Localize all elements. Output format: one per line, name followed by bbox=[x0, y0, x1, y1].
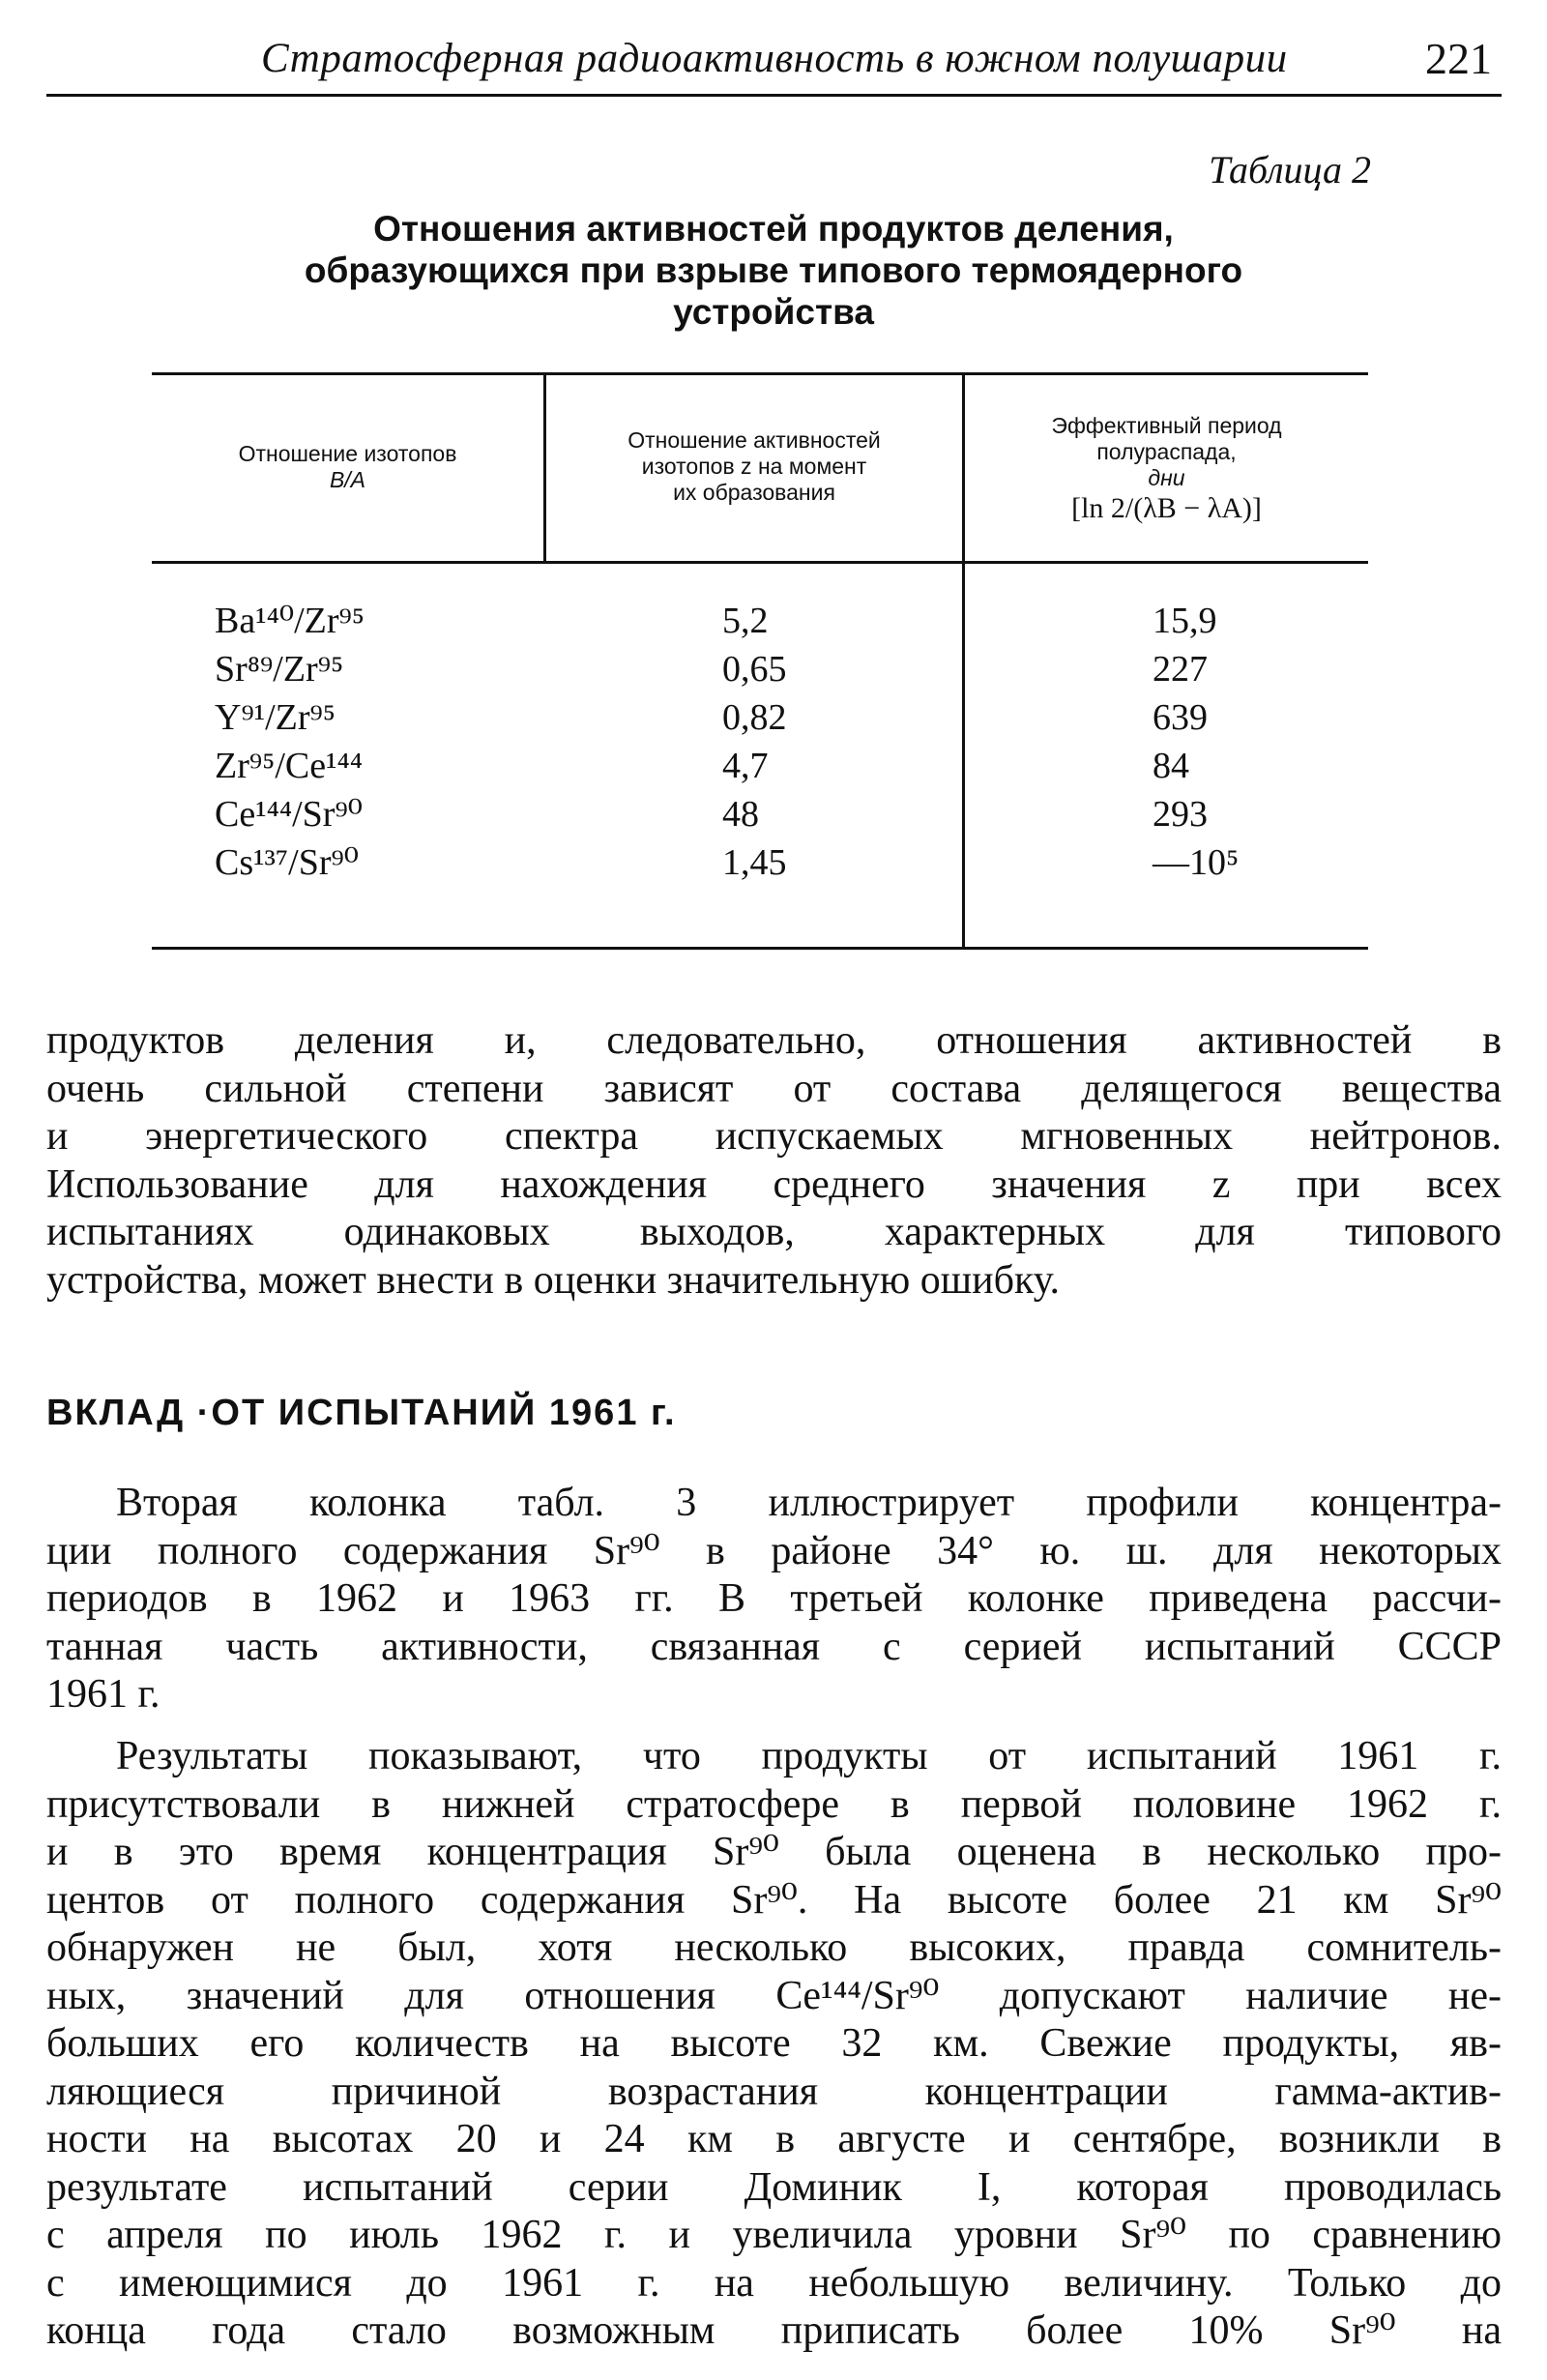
text-line: центов от полного содержания Sr⁹⁰. На высоте более 21 км Sr⁹⁰ bbox=[46, 1877, 1502, 1923]
text-line: танная часть активности, связанная с серией испытаний СССР bbox=[46, 1624, 1502, 1669]
paragraph-2 bbox=[46, 1480, 1502, 1719]
table-row bbox=[152, 645, 1368, 693]
cell-z: 5,2 bbox=[722, 601, 769, 641]
text-line: обнаружен не был, хотя несколько высоких, правда сомнитель- bbox=[46, 1925, 1502, 1970]
table-label: Таблица 2 bbox=[1209, 148, 1371, 191]
text-line: и энергетического спектра испускаемых мгновенных нейтронов. bbox=[46, 1114, 1502, 1159]
cell-period: 227 bbox=[1153, 649, 1208, 690]
column-header-text: Эффективный период bbox=[1051, 412, 1282, 438]
text-line: Результаты показывают, что продукты от испытаний 1961 г. bbox=[116, 1734, 1502, 1778]
paragraph-1 bbox=[46, 1017, 1502, 1305]
column-header-text: Отношение активностей bbox=[628, 427, 881, 453]
table-title-line: Отношения активностей продуктов деления, bbox=[373, 209, 1174, 249]
text-line: 1961 г. bbox=[46, 1672, 161, 1717]
section-heading: ВКЛАД ·ОТ ИСПЫТАНИЙ 1961 г. bbox=[46, 1393, 677, 1433]
cell-z: 48 bbox=[722, 794, 759, 835]
page-number: 221 bbox=[1425, 34, 1492, 83]
running-title: Стратосферная радиоактивность в южном полушарии bbox=[261, 36, 1288, 81]
paragraph-3 bbox=[46, 1733, 1502, 2356]
text-line: испытаниях одинаковых выходов, характерных для типового bbox=[46, 1210, 1502, 1254]
table-row bbox=[152, 693, 1368, 742]
page-header bbox=[46, 27, 1502, 95]
text-line: с апреля по июль 1962 г. и увеличила уровни Sr⁹⁰ по сравнению bbox=[46, 2213, 1502, 2257]
cell-ratio: Sr⁸⁹/Zr⁹⁵ bbox=[215, 649, 344, 690]
text-line: продуктов деления и, следовательно, отношения активностей в bbox=[46, 1018, 1502, 1063]
cell-period: 84 bbox=[1153, 746, 1189, 786]
cell-ratio: Ce¹⁴⁴/Sr⁹⁰ bbox=[215, 794, 363, 835]
text-line: конца года стало возможным приписать более 10% Sr⁹⁰ на bbox=[46, 2308, 1502, 2353]
column-header-text: изотопов z на момент bbox=[641, 454, 867, 479]
text-line: результате испытаний серии Доминик I, которая проводилась bbox=[46, 2164, 1502, 2210]
column-header-text: дни bbox=[1148, 464, 1185, 490]
text-line: ных, значений для отношения Ce¹⁴⁴/Sr⁹⁰ допускают наличие не- bbox=[46, 1973, 1502, 2018]
column-header-ratio bbox=[152, 372, 543, 561]
cell-period: 639 bbox=[1153, 697, 1208, 738]
text-line: Использование для нахождения среднего значения z при всех bbox=[46, 1161, 1502, 1207]
cell-ratio: Zr⁹⁵/Ce¹⁴⁴ bbox=[215, 746, 364, 786]
column-header-formula: [ln 2/(λB − λA)] bbox=[1071, 491, 1262, 524]
text-line: очень сильной степени зависят от состава делящегося вещества bbox=[46, 1066, 1502, 1111]
table-row bbox=[152, 597, 1368, 645]
isotope-ratio-table bbox=[152, 372, 1368, 950]
cell-period: —10⁵ bbox=[1153, 842, 1240, 883]
text-line: присутствовали в нижней стратосфере в первой половине 1962 г. bbox=[46, 1781, 1502, 1827]
text-line: с имеющимися до 1961 г. на небольшую величину. Только до bbox=[46, 2260, 1502, 2306]
table-title-line: устройства bbox=[673, 292, 874, 332]
column-header-text: B/A bbox=[329, 466, 366, 492]
cell-z: 1,45 bbox=[722, 842, 787, 883]
text-line: периодов в 1962 и 1963 гг. В третьей колонке приведена рассчи- bbox=[46, 1576, 1502, 1621]
text-line: больших его количеств на высоте 32 км. Свежие продукты, яв- bbox=[46, 2021, 1502, 2066]
cell-z: 4,7 bbox=[722, 746, 769, 786]
cell-period: 15,9 bbox=[1153, 601, 1217, 641]
cell-ratio: Y⁹¹/Zr⁹⁵ bbox=[215, 697, 336, 738]
table-title-line: образующихся при взрыве типового термоядерного bbox=[304, 250, 1243, 290]
table-body bbox=[152, 597, 1368, 887]
header-rule bbox=[46, 94, 1502, 97]
text-line: и в это время концентрация Sr⁹⁰ была оценена в несколько про- bbox=[46, 1830, 1502, 1874]
cell-z: 0,82 bbox=[722, 697, 787, 738]
table-title bbox=[232, 208, 1315, 333]
column-header-z bbox=[546, 372, 962, 561]
text-line: Вторая колонка табл. 3 иллюстрирует профили концентра- bbox=[116, 1481, 1502, 1525]
column-header-period bbox=[965, 372, 1368, 561]
table-row bbox=[152, 790, 1368, 838]
column-header-text: полураспада, bbox=[1096, 438, 1237, 464]
text-line: ции полного содержания Sr⁹⁰ в районе 34° ю. ш. для некоторых bbox=[46, 1528, 1502, 1573]
column-header-text: Отношение изотопов bbox=[238, 440, 457, 466]
cell-ratio: Cs¹³⁷/Sr⁹⁰ bbox=[215, 842, 359, 883]
table-row bbox=[152, 742, 1368, 790]
text-line: ности на высотах 20 и 24 км в августе и сентябре, возникли в bbox=[46, 2117, 1502, 2161]
table-header-rule bbox=[152, 561, 1368, 564]
column-header-text: их образования bbox=[673, 480, 835, 505]
cell-ratio: Ba¹⁴⁰/Zr⁹⁵ bbox=[215, 601, 365, 641]
table-bottom-rule bbox=[152, 947, 1368, 950]
text-line: ляющиеся причиной возрастания концентрации гамма-актив- bbox=[46, 2069, 1502, 2114]
text-line: устройства, может внести в оценки значительную ошибку. bbox=[46, 1257, 1061, 1303]
cell-z: 0,65 bbox=[722, 649, 787, 690]
table-row bbox=[152, 838, 1368, 887]
cell-period: 293 bbox=[1153, 794, 1208, 835]
